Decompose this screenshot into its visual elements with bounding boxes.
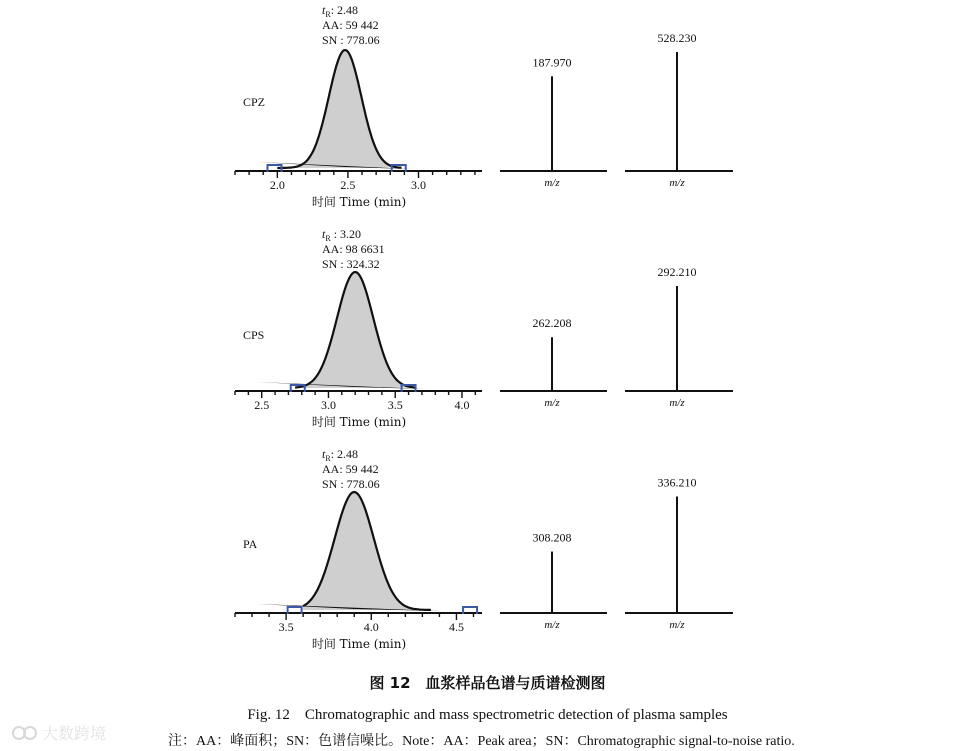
watermark-text: 大数跨境 xyxy=(42,724,107,743)
peak-area-fill xyxy=(295,272,415,388)
mass-spectrum-pa-1 xyxy=(500,531,607,631)
chromatogram-cps xyxy=(235,227,482,429)
chromatogram-cpz xyxy=(235,3,482,209)
ms-x-label: m/z xyxy=(544,397,560,409)
ms-peak-label: 528.230 xyxy=(657,30,697,45)
x-tick-label: 3.0 xyxy=(410,178,426,192)
caption-note: 注：AA：峰面积；SN：色谱信噪比。Note：AA：Peak area；SN：Chromatographic signal-to-noise ratio. xyxy=(168,734,795,749)
ms-x-label: m/z xyxy=(544,619,560,631)
mass-spectrum-cps-2 xyxy=(625,265,733,409)
ms-x-label: m/z xyxy=(544,177,560,189)
x-axis-label: 时间 Time (min) xyxy=(311,415,407,429)
x-axis-label: 时间 Time (min) xyxy=(311,637,407,651)
caption-english: Fig. 12 Chromatographic and mass spectrometric detection of plasma samples xyxy=(247,707,728,723)
x-tick-label: 3.0 xyxy=(320,398,336,412)
ms-peak-label: 308.208 xyxy=(532,530,572,545)
ms-peak-label: 262.208 xyxy=(532,316,572,331)
watermark-logo-icon xyxy=(13,727,36,739)
row-label: PA xyxy=(243,537,258,551)
x-tick-label: 4.0 xyxy=(454,398,470,412)
row-label: CPS xyxy=(243,328,265,342)
x-tick-label: 3.5 xyxy=(387,398,403,412)
mass-spectrum-cpz-2 xyxy=(625,31,733,189)
annotation-signal-noise: SN : 324.32 xyxy=(322,257,380,271)
mass-spectrum-cpz-1 xyxy=(500,55,607,189)
ms-peak-label: 292.210 xyxy=(657,265,697,280)
x-axis-label: 时间 Time (min) xyxy=(311,195,407,209)
caption-chinese: 图 12 血浆样品色谱与质谱检测图 xyxy=(369,674,606,692)
mass-spectrum-pa-2 xyxy=(625,476,733,631)
mass-spectrum-cps-1 xyxy=(500,316,607,409)
annotation-retention-time: $t_R$: 2.48 xyxy=(322,3,359,19)
peak-area-fill xyxy=(303,492,431,610)
annotation-peak-area: AA: 59 442 xyxy=(322,462,379,476)
annotation-signal-noise: SN : 778.06 xyxy=(322,477,380,491)
x-tick-label: 2.5 xyxy=(340,178,356,192)
x-tick-label: 2.5 xyxy=(254,398,270,412)
ms-x-label: m/z xyxy=(669,397,685,409)
ms-x-label: m/z xyxy=(669,177,685,189)
ms-peak-label: 187.970 xyxy=(532,55,572,70)
annotation-retention-time: $t_R$ : 3.20 xyxy=(322,227,362,243)
annotation-signal-noise: SN : 778.06 xyxy=(322,33,380,47)
watermark xyxy=(10,722,132,744)
peak-area-fill xyxy=(277,50,401,168)
ms-peak-label: 336.210 xyxy=(657,475,697,490)
ms-x-label: m/z xyxy=(669,619,685,631)
x-tick-label: 4.0 xyxy=(363,620,379,634)
x-tick-label: 4.5 xyxy=(448,620,464,634)
x-tick-label: 3.5 xyxy=(278,620,294,634)
annotation-peak-area: AA: 59 442 xyxy=(322,18,379,32)
chromatogram-pa xyxy=(235,447,482,651)
x-tick-label: 2.0 xyxy=(269,178,285,192)
row-label: CPZ xyxy=(243,95,266,109)
annotation-peak-area: AA: 98 6631 xyxy=(322,242,385,256)
annotation-retention-time: $t_R$: 2.48 xyxy=(322,447,359,463)
